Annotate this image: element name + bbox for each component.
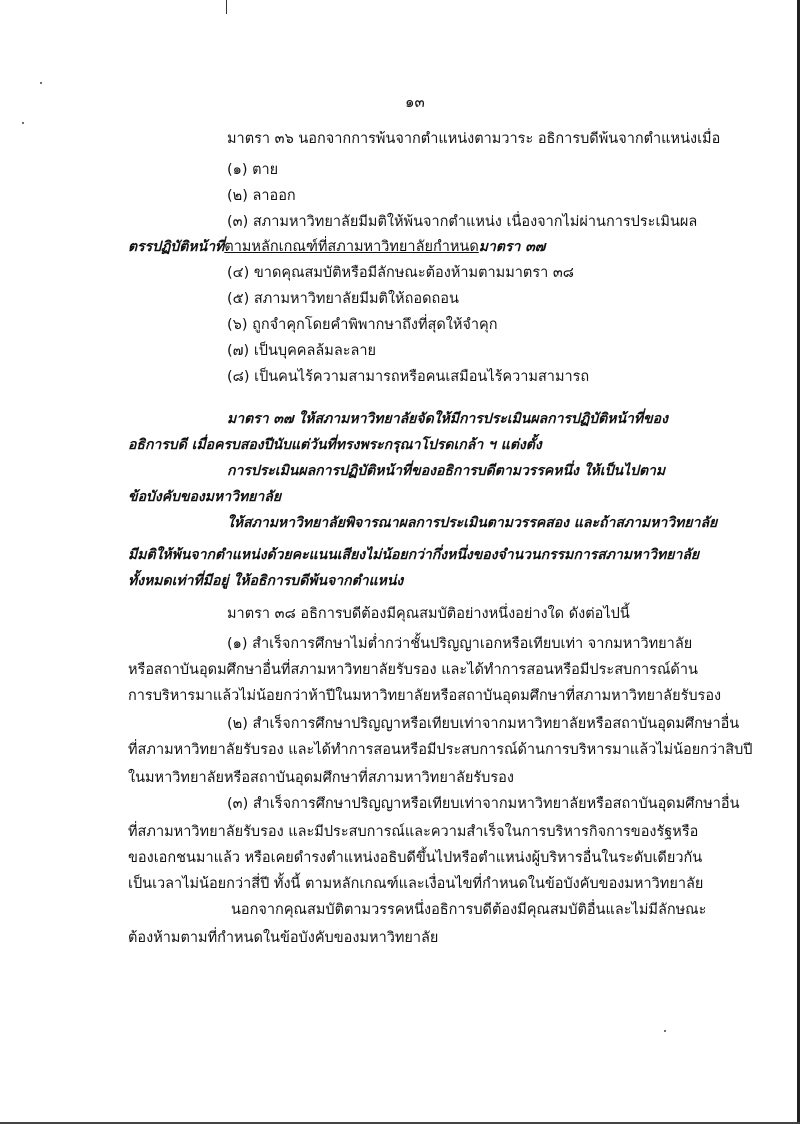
section-38-item-2-line-3: ในมหาวิทยาลัยหรือสถาบันอุดมศึกษาที่สภามหาวิทยาลัยรับรอง	[128, 770, 514, 786]
section-38-item-2-line-2: ที่สภามหาวิทยาลัยรับรอง และได้ทำการสอนหรือมีประสบการณ์ด้านการบริหารมาแล้วไม่น้อยกว่าสิบปี	[128, 742, 753, 758]
section-37-para-3-line-1: ให้สภามหาวิทยาลัยพิจารณาผลการประเมินตามวรรคสอง และถ้าสภามหาวิทยาลัย	[227, 515, 718, 531]
section-37-para-2-line-2: ข้อบังคับของมหาวิทยาลัย	[128, 489, 282, 505]
section-38-item-1-line-3: การบริหารมาแล้วไม่น้อยกว่าห้าปีในมหาวิทยาลัยหรือสถาบันอุดมศึกษาที่สภามหาวิทยาลัยรับรอง	[128, 688, 722, 704]
section-37-para-3-line-3: ทั้งหมดเท่าที่มีอยู่ ให้อธิการบดีพ้นจากตำแหน่ง	[128, 573, 404, 589]
section-37-para-1-line-1: มาตรา ๓๗ ให้สภามหาวิทยาลัยจัดให้มีการประเมินผลการปฏิบัติหน้าที่ของ	[227, 411, 668, 427]
section-36-heading: มาตรา ๓๖ นอกจากการพ้นจากตำแหน่งตามวาระ อธิการบดีพ้นจากตำแหน่งเมื่อ	[227, 131, 721, 147]
section-36-item-3: (๓) สภามหาวิทยาลัยมีมติให้พ้นจากตำแหน่ง เนื่องจากไม่ผ่านการประเมินผล	[227, 214, 698, 230]
scan-speck	[40, 82, 42, 84]
section-38-item-3-line-2: ที่สภามหาวิทยาลัยรับรอง และมีประสบการณ์และความสำเร็จในการบริหารกิจการของรัฐหรือ	[128, 824, 699, 840]
scan-speck	[664, 1030, 666, 1032]
section-38-item-1-line-1: (๑) สำเร็จการศึกษาไม่ต่ำกว่าชั้นปริญญาเอกหรือเทียบเท่า จากมหาวิทยาลัย	[227, 636, 693, 652]
section-38-heading: มาตรา ๓๘ อธิการบดีต้องมีคุณสมบัติอย่างหนึ่งอย่างใด ดังต่อไปนี้	[227, 606, 630, 622]
section-36-item-6: (๖) ถูกจำคุกโดยคำพิพากษาถึงที่สุดให้จำคุก	[227, 317, 498, 333]
section-37-para-1-line-2: อธิการบดี เมื่อครบสองปีนับแต่วันที่ทรงพระกรุณาโปรดเกล้า ฯ แต่งตั้ง	[128, 437, 542, 453]
handwritten-insert: มาตรา ๓๗	[478, 239, 546, 255]
section-36-item-4: (๔) ขาดคุณสมบัติหรือมีลักษณะต้องห้ามตามมาตรา ๓๘	[227, 265, 574, 281]
section-38-item-3-line-3: ของเอกชนมาแล้ว หรือเคยดำรงตำแหน่งอธิบดีขึ้นไปหรือตำแหน่งผู้บริหารอื่นในระดับเดียวกัน	[128, 850, 703, 866]
section-36-item-7: (๗) เป็นบุคคลล้มละลาย	[227, 343, 377, 359]
scan-speck	[22, 122, 24, 124]
section-36-item-1: (๑) ตาย	[227, 162, 279, 178]
section-38-item-2-line-1: (๒) สำเร็จการศึกษาปริญญาหรือเทียบเท่าจากมหาวิทยาลัยหรือสถาบันอุดมศึกษาอื่น	[227, 716, 740, 732]
section-38-para-2-line-2: ต้องห้ามตามที่กำหนดในข้อบังคับของมหาวิทยาลัย	[128, 930, 439, 946]
section-37-para-3-line-2: มีมติให้พ้นจากตำแหน่งด้วยคะแนนเสียงไม่น้อยกว่ากึ่งหนึ่งของจำนวนกรรมการสภามหาวิทยาลัย	[128, 547, 700, 563]
section-38-para-2-line-1: นอกจากคุณสมบัติตามวรรคหนึ่งอธิการบดีต้องมีคุณสมบัติอื่นและไม่มีลักษณะ	[231, 902, 707, 918]
section-36-item-5: (๕) สภามหาวิทยาลัยมีมติให้ถอดถอน	[227, 291, 459, 307]
section-38-item-3-line-4: เป็นเวลาไม่น้อยกว่าสี่ปี ทั้งนี้ ตามหลักเกณฑ์และเงื่อนไขที่กำหนดในข้อบังคับของมหาวิทยาลัย	[128, 876, 704, 892]
handwritten-insert: ตรรปฏิบัติหน้าที่	[128, 239, 225, 255]
page-number: ๑๓	[405, 93, 425, 111]
section-36-item-2: (๒) ลาออก	[227, 188, 296, 204]
underlined-text: ตามหลักเกณฑ์ที่สภามหาวิทยาลัยกำหนด	[224, 239, 479, 255]
section-37-para-2-line-1: การประเมินผลการปฏิบัติหน้าที่ของอธิการบดีตามวรรคหนึ่ง ให้เป็นไปตาม	[227, 463, 666, 479]
section-36-item-8: (๘) เป็นคนไร้ความสามารถหรือคนเสมือนไร้ความสามารถ	[227, 369, 590, 385]
section-38-item-3-line-1: (๓) สำเร็จการศึกษาปริญญาหรือเทียบเท่าจากมหาวิทยาลัยหรือสถาบันอุดมศึกษาอื่น	[227, 796, 740, 812]
scan-mark	[226, 0, 227, 14]
section-36-item-3-continued	[128, 237, 545, 257]
section-38-item-1-line-2: หรือสถาบันอุดมศึกษาอื่นที่สภามหาวิทยาลัยรับรอง และได้ทำการสอนหรือมีประสบการณ์ด้าน	[128, 662, 698, 678]
